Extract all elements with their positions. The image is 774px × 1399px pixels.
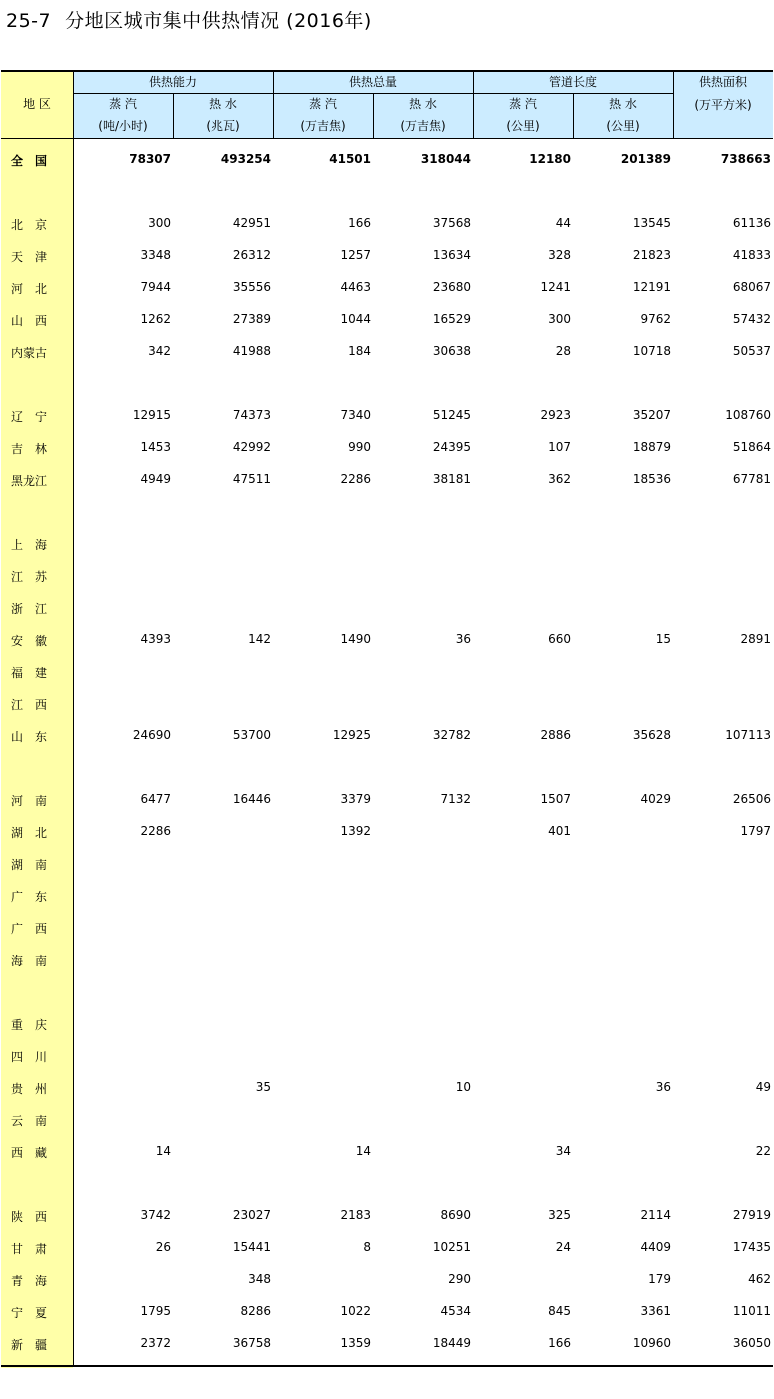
region-name: 浙 江 bbox=[11, 602, 48, 616]
value-cell: 2183 bbox=[340, 1208, 371, 1222]
value-cell: 57432 bbox=[732, 312, 771, 326]
value-cell: 362 bbox=[548, 472, 571, 486]
table-row bbox=[1, 1136, 773, 1168]
value-cell: 7132 bbox=[440, 792, 471, 806]
value-cell: 38181 bbox=[432, 472, 471, 486]
region-name: 重 庆 bbox=[11, 1018, 48, 1032]
region-name: 山 西 bbox=[11, 314, 48, 328]
value-cell: 1262 bbox=[140, 312, 171, 326]
group-header-area: 供热面积 bbox=[698, 75, 747, 89]
sub-header-label: 热 水 bbox=[609, 97, 637, 111]
region-name: 天 津 bbox=[11, 250, 48, 264]
region-name: 河 南 bbox=[11, 794, 48, 808]
value-cell: 493254 bbox=[220, 152, 271, 166]
value-cell: 2286 bbox=[140, 824, 171, 838]
value-cell: 26 bbox=[155, 1240, 171, 1254]
value-cell: 74373 bbox=[232, 408, 271, 422]
value-cell: 2372 bbox=[140, 1336, 171, 1350]
value-cell: 9762 bbox=[640, 312, 671, 326]
table-row bbox=[1, 560, 773, 592]
value-cell: 32782 bbox=[432, 728, 471, 742]
value-cell: 24395 bbox=[432, 440, 471, 454]
value-cell: 21823 bbox=[632, 248, 671, 262]
value-cell: 15441 bbox=[232, 1240, 271, 1254]
table-row bbox=[1, 1232, 773, 1264]
table-row bbox=[1, 1264, 773, 1296]
table-row bbox=[1, 1296, 773, 1328]
bottom-rule bbox=[1, 1365, 773, 1367]
region-name: 辽 宁 bbox=[11, 410, 48, 424]
value-cell: 23680 bbox=[432, 280, 471, 294]
table-row bbox=[1, 1200, 773, 1232]
table-row bbox=[1, 624, 773, 656]
value-cell: 108760 bbox=[725, 408, 771, 422]
value-cell: 107113 bbox=[725, 728, 771, 742]
region-name: 江 西 bbox=[11, 698, 48, 712]
value-cell: 26312 bbox=[232, 248, 271, 262]
table-row bbox=[1, 1072, 773, 1104]
value-cell: 7340 bbox=[340, 408, 371, 422]
value-cell: 1507 bbox=[540, 792, 571, 806]
value-cell: 24690 bbox=[132, 728, 171, 742]
table-row bbox=[1, 1104, 773, 1136]
value-cell: 290 bbox=[448, 1272, 471, 1286]
value-cell: 23027 bbox=[232, 1208, 271, 1222]
value-cell: 7944 bbox=[140, 280, 171, 294]
value-cell: 35628 bbox=[632, 728, 671, 742]
region-name: 陕 西 bbox=[11, 1210, 48, 1224]
value-cell: 18536 bbox=[632, 472, 671, 486]
value-cell: 11011 bbox=[732, 1304, 771, 1318]
value-cell: 35207 bbox=[632, 408, 671, 422]
table-title: 分地区城市集中供热情况 (2016年) bbox=[65, 10, 372, 32]
value-cell: 179 bbox=[648, 1272, 671, 1286]
sub-header-unit: (万吉焦) bbox=[400, 119, 446, 133]
value-cell: 1359 bbox=[340, 1336, 371, 1350]
value-cell: 37568 bbox=[432, 216, 471, 230]
value-cell: 342 bbox=[148, 344, 171, 358]
region-name: 宁 夏 bbox=[11, 1306, 48, 1320]
value-cell: 10718 bbox=[632, 344, 671, 358]
value-cell: 201389 bbox=[620, 152, 671, 166]
group-header-pipeline: 管道长度 bbox=[548, 75, 597, 89]
value-cell: 34 bbox=[555, 1144, 571, 1158]
area-unit: (万平方米) bbox=[694, 98, 752, 112]
value-cell: 10 bbox=[455, 1080, 471, 1094]
sub-header-label: 蒸 汽 bbox=[309, 97, 337, 111]
value-cell: 1044 bbox=[340, 312, 371, 326]
value-cell: 27919 bbox=[732, 1208, 771, 1222]
region-name: 云 南 bbox=[11, 1114, 48, 1128]
value-cell: 4393 bbox=[140, 632, 171, 646]
value-cell: 68067 bbox=[732, 280, 771, 294]
value-cell: 1797 bbox=[740, 824, 771, 838]
value-cell: 184 bbox=[348, 344, 371, 358]
value-cell: 8 bbox=[363, 1240, 371, 1254]
region-name: 安 徽 bbox=[11, 634, 48, 648]
table-row bbox=[1, 528, 773, 560]
value-cell: 1022 bbox=[340, 1304, 371, 1318]
table-row bbox=[1, 240, 773, 272]
value-cell: 328 bbox=[548, 248, 571, 262]
value-cell: 16446 bbox=[232, 792, 271, 806]
value-cell: 462 bbox=[748, 1272, 771, 1286]
value-cell: 12925 bbox=[332, 728, 371, 742]
table-row bbox=[1, 720, 773, 752]
region-name: 上 海 bbox=[11, 538, 48, 552]
value-cell: 4409 bbox=[640, 1240, 671, 1254]
sub-header-label: 热 水 bbox=[209, 97, 237, 111]
value-cell: 2114 bbox=[640, 1208, 671, 1222]
value-cell: 28 bbox=[555, 344, 571, 358]
table-row bbox=[1, 1040, 773, 1072]
value-cell: 30638 bbox=[432, 344, 471, 358]
value-cell: 18879 bbox=[632, 440, 671, 454]
value-cell: 1490 bbox=[340, 632, 371, 646]
region-name: 山 东 bbox=[11, 730, 48, 744]
value-cell: 401 bbox=[548, 824, 571, 838]
value-cell: 8286 bbox=[240, 1304, 271, 1318]
region-name: 湖 南 bbox=[11, 858, 48, 872]
value-cell: 348 bbox=[248, 1272, 271, 1286]
value-cell: 41833 bbox=[732, 248, 771, 262]
value-cell: 42951 bbox=[232, 216, 271, 230]
region-name: 新 疆 bbox=[11, 1338, 48, 1352]
value-cell: 26506 bbox=[732, 792, 771, 806]
value-cell: 16529 bbox=[432, 312, 471, 326]
value-cell: 14 bbox=[155, 1144, 171, 1158]
value-cell: 36050 bbox=[732, 1336, 771, 1350]
value-cell: 12915 bbox=[132, 408, 171, 422]
value-cell: 318044 bbox=[420, 152, 471, 166]
table-row bbox=[1, 432, 773, 464]
value-cell: 42992 bbox=[232, 440, 271, 454]
region-name: 内蒙古 bbox=[11, 346, 48, 360]
value-cell: 2286 bbox=[340, 472, 371, 486]
value-cell: 36 bbox=[655, 1080, 671, 1094]
value-cell: 50537 bbox=[732, 344, 771, 358]
value-cell: 845 bbox=[548, 1304, 571, 1318]
sub-header-label: 热 水 bbox=[409, 97, 437, 111]
sub-header-unit: (公里) bbox=[606, 119, 640, 133]
table-row bbox=[1, 912, 773, 944]
header-bottom-rule bbox=[1, 138, 773, 139]
group-header-total: 供热总量 bbox=[348, 75, 397, 89]
value-cell: 660 bbox=[548, 632, 571, 646]
value-cell: 1795 bbox=[140, 1304, 171, 1318]
value-cell: 107 bbox=[548, 440, 571, 454]
value-cell: 4029 bbox=[640, 792, 671, 806]
region-name: 河 北 bbox=[11, 282, 48, 296]
value-cell: 4463 bbox=[340, 280, 371, 294]
page-title bbox=[6, 6, 372, 33]
value-cell: 47511 bbox=[232, 472, 271, 486]
value-cell: 2923 bbox=[540, 408, 571, 422]
value-cell: 78307 bbox=[129, 152, 171, 166]
region-name: 四 川 bbox=[11, 1050, 48, 1064]
value-cell: 2891 bbox=[740, 632, 771, 646]
value-cell: 35 bbox=[255, 1080, 271, 1094]
region-name: 吉 林 bbox=[11, 442, 48, 456]
value-cell: 41988 bbox=[232, 344, 271, 358]
value-cell: 36758 bbox=[232, 1336, 271, 1350]
table-row bbox=[1, 816, 773, 848]
region-name: 广 西 bbox=[11, 922, 48, 936]
table-row bbox=[1, 944, 773, 976]
value-cell: 17435 bbox=[732, 1240, 771, 1254]
value-cell: 44 bbox=[555, 216, 571, 230]
value-cell: 2886 bbox=[540, 728, 571, 742]
table-row bbox=[1, 464, 773, 496]
table-row bbox=[1, 880, 773, 912]
value-cell: 325 bbox=[548, 1208, 571, 1222]
value-cell: 35556 bbox=[232, 280, 271, 294]
table-row bbox=[1, 144, 773, 176]
value-cell: 14 bbox=[355, 1144, 371, 1158]
region-name: 西 藏 bbox=[11, 1146, 48, 1160]
region-name: 全 国 bbox=[11, 154, 48, 168]
value-cell: 61136 bbox=[732, 216, 771, 230]
heating-table bbox=[1, 70, 773, 1368]
region-name: 青 海 bbox=[11, 1274, 48, 1288]
value-cell: 18449 bbox=[432, 1336, 471, 1350]
table-row bbox=[1, 400, 773, 432]
value-cell: 10960 bbox=[632, 1336, 671, 1350]
group-header-capacity: 供热能力 bbox=[148, 75, 197, 89]
value-cell: 49 bbox=[755, 1080, 771, 1094]
region-name: 北 京 bbox=[11, 218, 48, 232]
value-cell: 8690 bbox=[440, 1208, 471, 1222]
sub-header-label: 蒸 汽 bbox=[509, 97, 537, 111]
value-cell: 1453 bbox=[140, 440, 171, 454]
value-cell: 15 bbox=[655, 632, 671, 646]
region-name: 黑龙江 bbox=[11, 474, 48, 488]
region-name: 福 建 bbox=[11, 666, 48, 680]
region-name: 湖 北 bbox=[11, 826, 48, 840]
value-cell: 41501 bbox=[329, 152, 371, 166]
value-cell: 1392 bbox=[340, 824, 371, 838]
region-name: 甘 肃 bbox=[11, 1242, 48, 1256]
table-number: 25-7 bbox=[6, 10, 52, 32]
value-cell: 1241 bbox=[540, 280, 571, 294]
table-row bbox=[1, 688, 773, 720]
value-cell: 166 bbox=[548, 1336, 571, 1350]
value-cell: 51864 bbox=[732, 440, 771, 454]
region-name: 海 南 bbox=[11, 954, 48, 968]
table-row bbox=[1, 784, 773, 816]
sub-header-unit: (万吉焦) bbox=[300, 119, 346, 133]
table-row bbox=[1, 592, 773, 624]
value-cell: 166 bbox=[348, 216, 371, 230]
value-cell: 6477 bbox=[140, 792, 171, 806]
value-cell: 300 bbox=[548, 312, 571, 326]
value-cell: 3348 bbox=[140, 248, 171, 262]
sub-header-unit: (公里) bbox=[506, 119, 540, 133]
table-row bbox=[1, 336, 773, 368]
value-cell: 51245 bbox=[432, 408, 471, 422]
region-name: 江 苏 bbox=[11, 570, 48, 584]
value-cell: 53700 bbox=[232, 728, 271, 742]
value-cell: 3361 bbox=[640, 1304, 671, 1318]
table-row bbox=[1, 1328, 773, 1360]
table-row bbox=[1, 1008, 773, 1040]
value-cell: 142 bbox=[248, 632, 271, 646]
value-cell: 13634 bbox=[432, 248, 471, 262]
table-row bbox=[1, 848, 773, 880]
value-cell: 22 bbox=[755, 1144, 771, 1158]
sub-header-unit: (兆瓦) bbox=[206, 119, 240, 133]
value-cell: 3379 bbox=[340, 792, 371, 806]
value-cell: 4949 bbox=[140, 472, 171, 486]
value-cell: 12191 bbox=[632, 280, 671, 294]
value-cell: 3742 bbox=[140, 1208, 171, 1222]
value-cell: 24 bbox=[555, 1240, 571, 1254]
table-row bbox=[1, 304, 773, 336]
value-cell: 4534 bbox=[440, 1304, 471, 1318]
value-cell: 27389 bbox=[232, 312, 271, 326]
value-cell: 13545 bbox=[632, 216, 671, 230]
sub-header-unit: (吨/小时) bbox=[98, 119, 148, 133]
region-name: 广 东 bbox=[11, 890, 48, 904]
table-row bbox=[1, 656, 773, 688]
value-cell: 36 bbox=[455, 632, 471, 646]
value-cell: 67781 bbox=[732, 472, 771, 486]
value-cell: 990 bbox=[348, 440, 371, 454]
table-row bbox=[1, 208, 773, 240]
value-cell: 12180 bbox=[529, 152, 571, 166]
value-cell: 1257 bbox=[340, 248, 371, 262]
sub-header-label: 蒸 汽 bbox=[109, 97, 137, 111]
table-row bbox=[1, 272, 773, 304]
top-rule bbox=[1, 70, 773, 72]
value-cell: 300 bbox=[148, 216, 171, 230]
region-name: 贵 州 bbox=[11, 1082, 48, 1096]
value-cell: 738663 bbox=[720, 152, 771, 166]
value-cell: 10251 bbox=[432, 1240, 471, 1254]
region-header: 地 区 bbox=[23, 97, 51, 111]
